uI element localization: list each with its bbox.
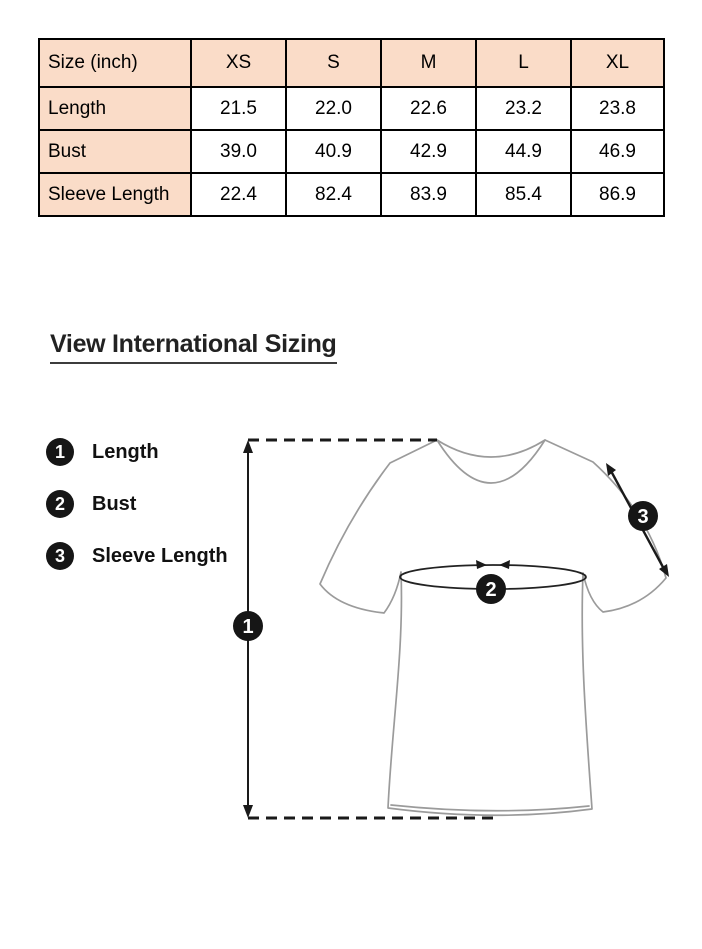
col-header-s: S <box>286 39 381 87</box>
table-row-sleeve-length <box>39 173 664 216</box>
cell-sleeve-xl: 86.9 <box>571 173 664 216</box>
cell-length-s: 22.0 <box>286 87 381 130</box>
cell-bust-s: 40.9 <box>286 130 381 173</box>
legend-label-length: Length <box>92 440 159 463</box>
cell-bust-xs: 39.0 <box>191 130 286 173</box>
length-arrowhead-top <box>243 440 253 453</box>
col-header-l: L <box>476 39 571 87</box>
table-row-length <box>39 87 664 130</box>
cell-bust-xl: 46.9 <box>571 130 664 173</box>
cell-sleeve-l: 85.4 <box>476 173 571 216</box>
sleeve-arrowhead-bottom <box>659 564 669 577</box>
cell-bust-m: 42.9 <box>381 130 476 173</box>
cell-length-xs: 21.5 <box>191 87 286 130</box>
length-arrowhead-bottom <box>243 805 253 818</box>
sleeve-arrowhead-top <box>606 463 616 476</box>
bust-arrowhead-left <box>499 560 510 569</box>
cell-sleeve-xs: 22.4 <box>191 173 286 216</box>
row-label-sleeve-length: Sleeve Length <box>39 173 191 216</box>
legend-label-sleeve-length: Sleeve Length <box>92 544 228 567</box>
row-label-length: Length <box>39 87 191 130</box>
legend-badge-3: 3 <box>46 542 74 570</box>
cell-length-l: 23.2 <box>476 87 571 130</box>
table-row-bust <box>39 130 664 173</box>
marker-1-number: 1 <box>242 616 254 638</box>
tshirt-hem-stitch-line <box>391 805 589 811</box>
legend-badge-1: 1 <box>46 438 74 466</box>
view-international-sizing-link[interactable]: View International Sizing <box>50 330 337 364</box>
marker-2-number: 2 <box>485 579 497 601</box>
col-header-size: Size (inch) <box>39 39 191 87</box>
tshirt-outline <box>320 440 666 815</box>
bust-arrowhead-right <box>476 560 487 569</box>
table-header-row <box>39 39 664 87</box>
cell-sleeve-m: 83.9 <box>381 173 476 216</box>
marker-3-number: 3 <box>637 506 649 528</box>
row-label-bust: Bust <box>39 130 191 173</box>
legend-badge-2: 2 <box>46 490 74 518</box>
size-chart-table <box>38 38 665 217</box>
legend-label-bust: Bust <box>92 492 137 515</box>
tshirt-measurement-diagram <box>0 420 702 949</box>
col-header-xl: XL <box>571 39 664 87</box>
cell-length-xl: 23.8 <box>571 87 664 130</box>
cell-sleeve-s: 82.4 <box>286 173 381 216</box>
cell-length-m: 22.6 <box>381 87 476 130</box>
cell-bust-l: 44.9 <box>476 130 571 173</box>
col-header-m: M <box>381 39 476 87</box>
col-header-xs: XS <box>191 39 286 87</box>
tshirt-front-neckline <box>437 440 545 483</box>
